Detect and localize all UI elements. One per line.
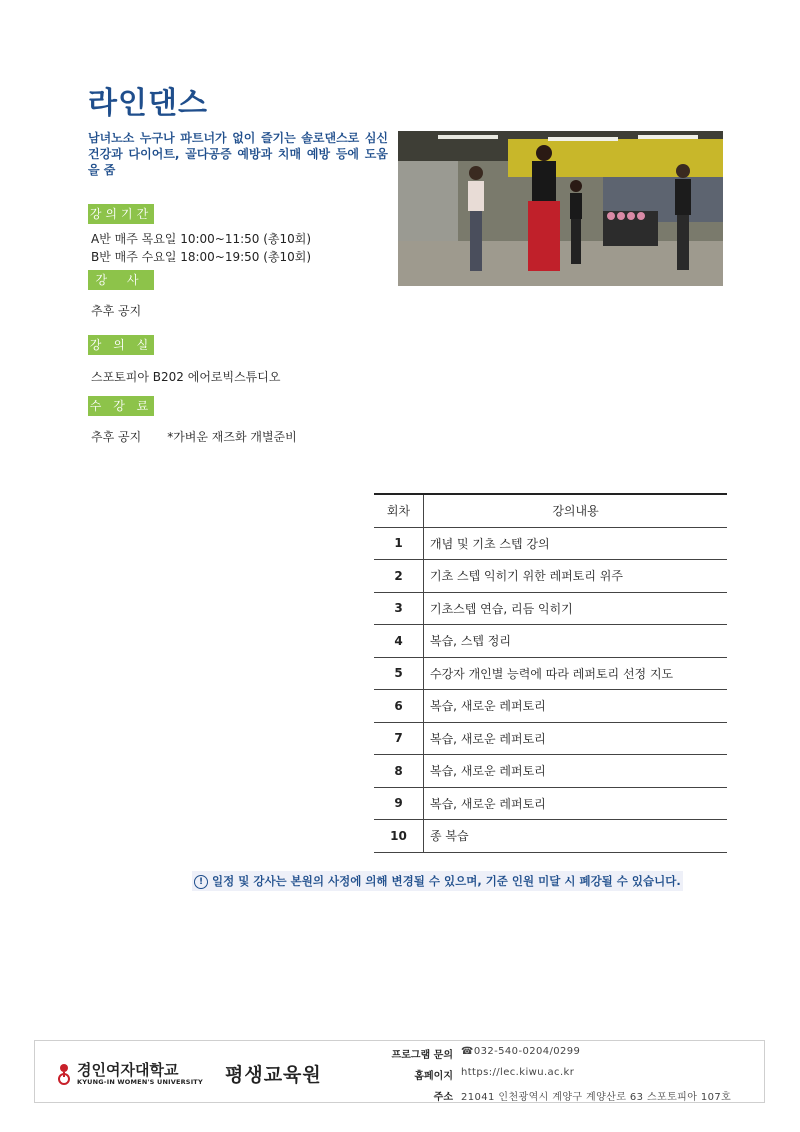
contact-phone: ☎032-540-0204/0299: [461, 1046, 581, 1057]
schedule-table: [374, 493, 727, 853]
course-photo: [398, 131, 723, 286]
table-row: [374, 560, 727, 593]
table-row: [374, 755, 727, 788]
fee-note: *가벼운 재즈화 개별준비: [167, 430, 297, 444]
session-content: 개념 및 기초 스텝 강의: [424, 527, 728, 560]
university-name-en: KYUNG-IN WOMEN'S UNIVERSITY: [77, 1078, 203, 1086]
contact-key: 주소: [433, 1092, 453, 1103]
address-value: 21041 인천광역시 계양구 계양산로 63 스포토피아 107호: [461, 1092, 732, 1103]
session-number: 7: [374, 722, 424, 755]
table-row: [374, 657, 727, 690]
session-content: 기초스텝 연습, 리듬 익히기: [424, 592, 728, 625]
session-content: 복습, 새로운 레퍼토리: [424, 755, 728, 788]
header-session: 회차: [374, 494, 424, 527]
table-row: [374, 625, 727, 658]
fee-value: 추후 공지: [91, 430, 142, 444]
fee-label: 수 강 료: [88, 396, 154, 416]
footer: [34, 1040, 765, 1103]
period-a-line: A반 매주 목요일 10:00~11:50 (총10회): [91, 232, 312, 246]
notice-text: [192, 871, 683, 891]
warning-circle-icon: !: [194, 875, 208, 889]
session-number: 8: [374, 755, 424, 788]
period-label: 강의기간: [88, 204, 154, 224]
course-description: 남녀노소 누구나 파트너가 없이 즐기는 솔로댄스로 심신 건강과 다이어트, 골다공증 예방과 치매 예방 등에 도움을 줌: [88, 131, 388, 177]
session-number: 4: [374, 625, 424, 658]
table-row: [374, 592, 727, 625]
classroom-value: 스포토피아 B202 에어로빅스튜디오: [91, 370, 281, 384]
homepage-link[interactable]: https://lec.kiwu.ac.kr: [461, 1067, 575, 1078]
session-number: 2: [374, 560, 424, 593]
center-name: 평생교육원: [225, 1064, 322, 1086]
contact-key: 홈페이지: [414, 1071, 453, 1082]
table-row: [374, 690, 727, 723]
university-name: 경인여자대학교: [77, 1061, 179, 1079]
table-row: [374, 787, 727, 820]
session-number: 9: [374, 787, 424, 820]
page-title: 라인댄스: [88, 86, 208, 121]
session-content: 복습, 스텝 정리: [424, 625, 728, 658]
session-content: 복습, 새로운 레퍼토리: [424, 690, 728, 723]
table-row: [374, 820, 727, 853]
notice-message: 일정 및 강사는 본원의 사정에 의해 변경될 수 있으며, 기준 인원 미달 시 폐강될 수 있습니다.: [212, 874, 681, 888]
header-content: 강의내용: [424, 494, 728, 527]
fee-line: [91, 428, 297, 445]
session-number: 5: [374, 657, 424, 690]
instructor-value: 추후 공지: [91, 304, 142, 318]
schedule-header-row: [374, 494, 727, 527]
session-content: 수강자 개인별 능력에 따라 레퍼토리 선정 지도: [424, 657, 728, 690]
session-number: 3: [374, 592, 424, 625]
table-row: [374, 722, 727, 755]
contact-key: 프로그램 문의: [391, 1050, 453, 1061]
university-logo: [55, 1059, 335, 1089]
university-logo-icon: [55, 1063, 73, 1085]
session-content: 기초 스텝 익히기 위한 레퍼토리 위주: [424, 560, 728, 593]
session-content: 종 복습: [424, 820, 728, 853]
table-row: [374, 527, 727, 560]
instructor-label: 강 사: [88, 270, 154, 290]
session-number: 10: [374, 820, 424, 853]
session-content: 복습, 새로운 레퍼토리: [424, 787, 728, 820]
session-number: 1: [374, 527, 424, 560]
session-content: 복습, 새로운 레퍼토리: [424, 722, 728, 755]
period-b-line: B반 매주 수요일 18:00~19:50 (총10회): [91, 250, 312, 264]
session-number: 6: [374, 690, 424, 723]
classroom-label: 강 의 실: [88, 335, 154, 355]
